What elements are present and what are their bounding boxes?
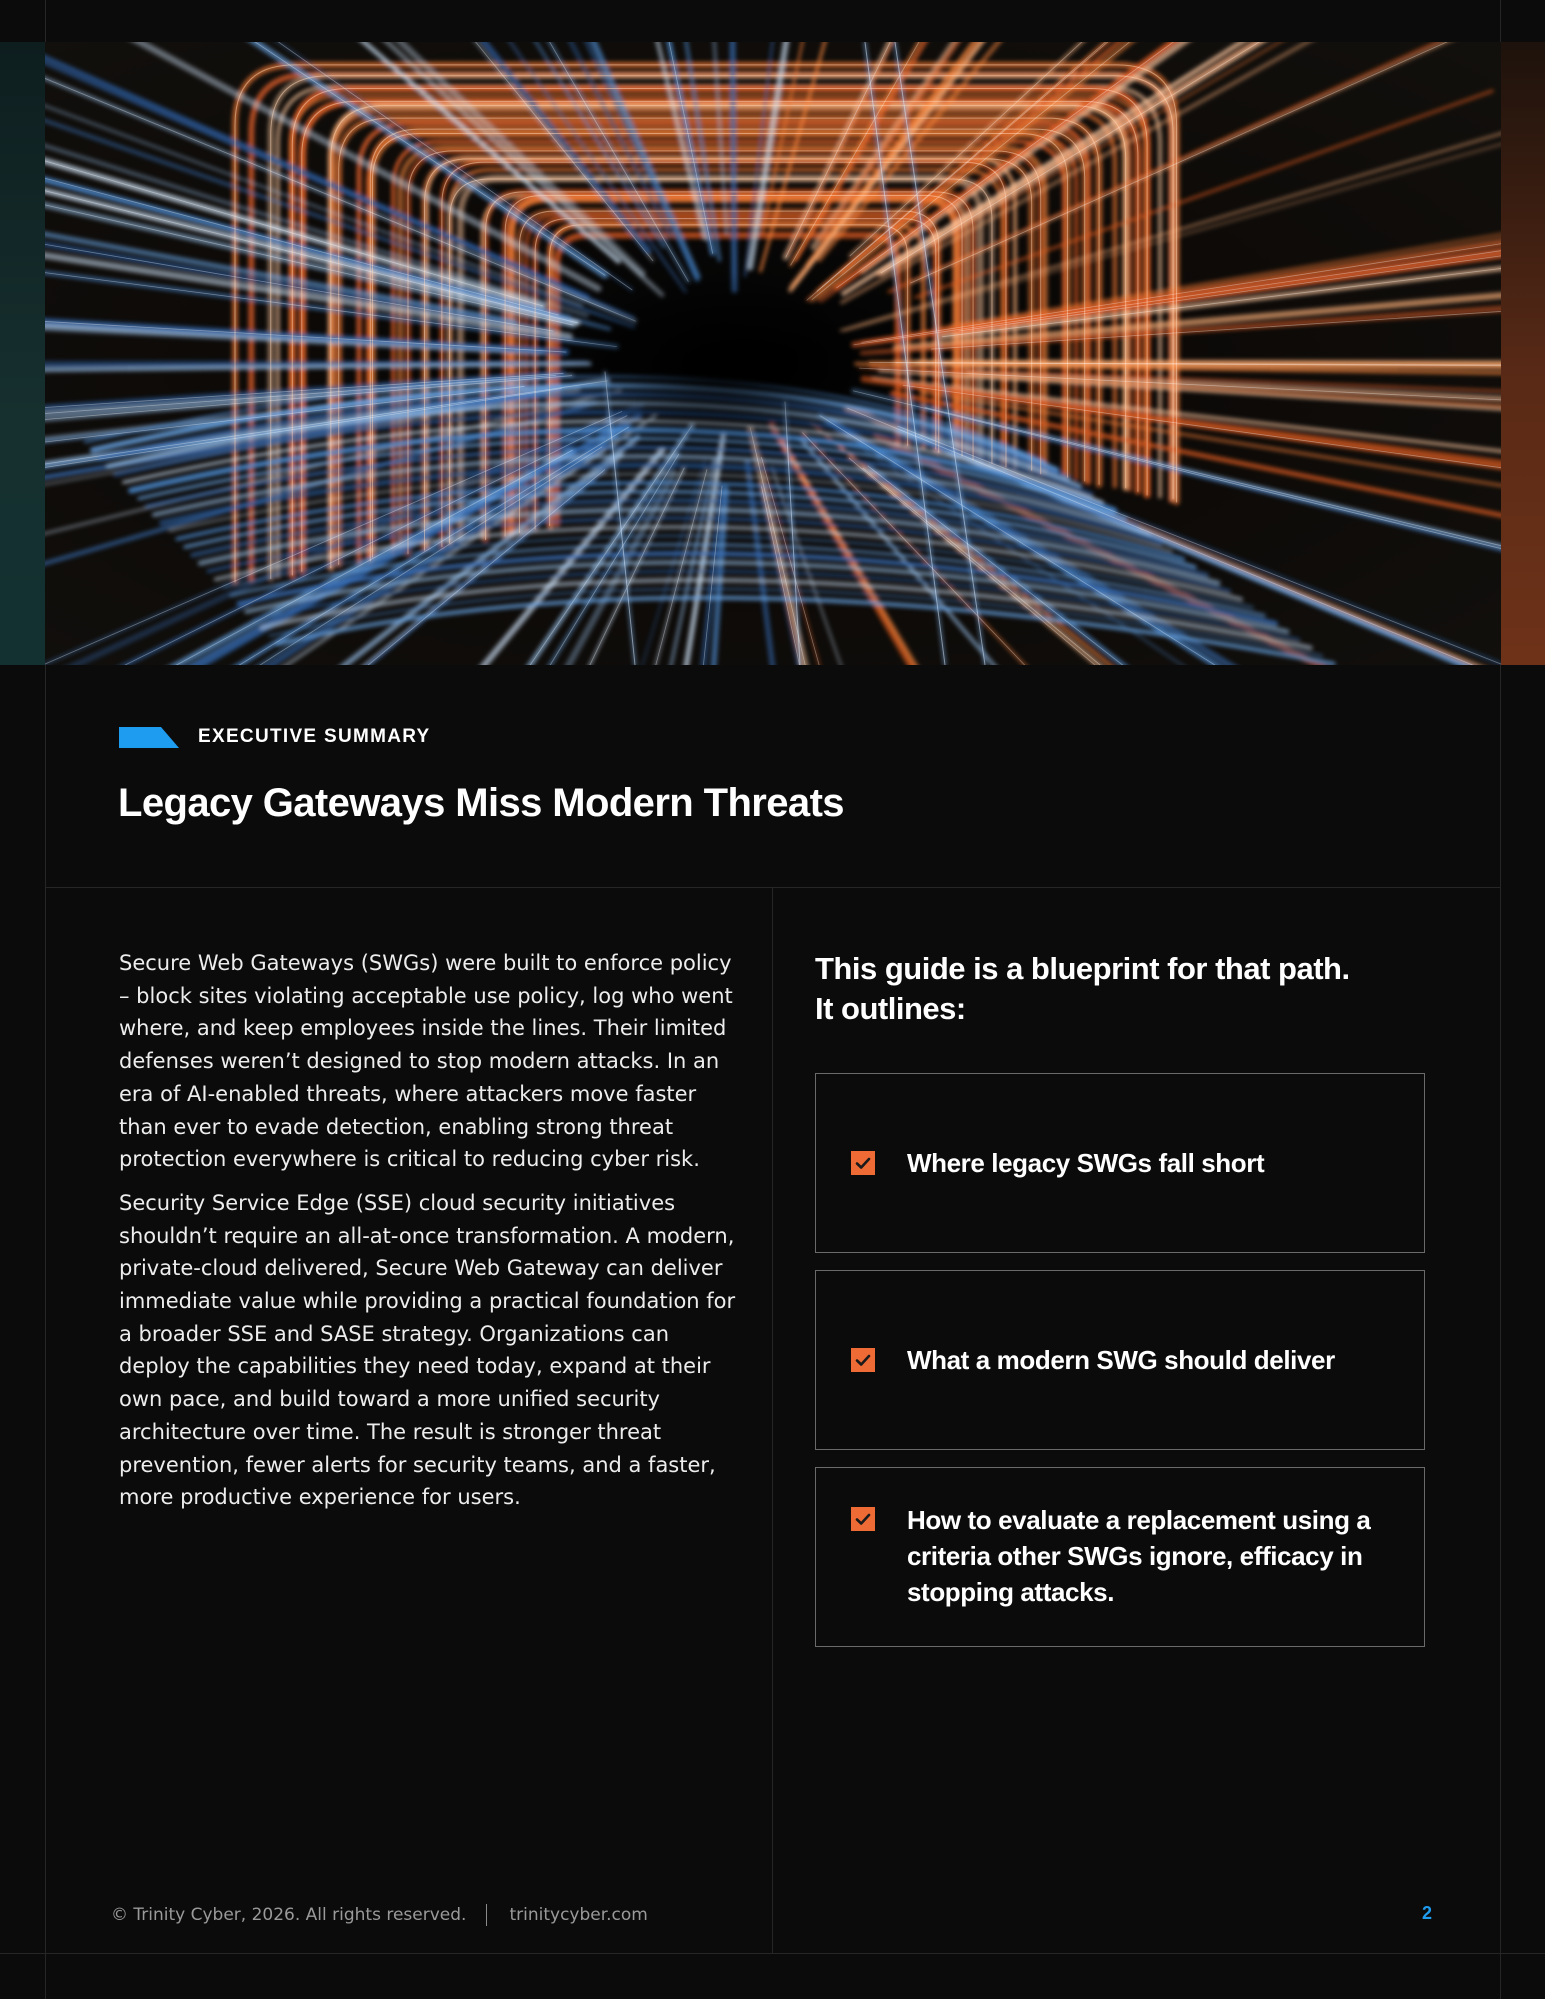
page-number: 2 — [1421, 1903, 1432, 1923]
guide-item — [815, 1270, 1425, 1450]
guide-heading-line1: This guide is a blueprint for that path. — [815, 951, 1350, 986]
guide-list — [815, 1073, 1425, 1664]
section-tag — [119, 726, 431, 748]
footer-website-link[interactable]: trinitycyber.com — [509, 1905, 648, 1925]
footer-divider — [486, 1904, 487, 1926]
hero-edge-right — [1501, 42, 1545, 665]
guide-heading-line2: It outlines: — [815, 991, 966, 1026]
body-text — [119, 947, 739, 1525]
footer — [111, 1904, 648, 1926]
guide-item-text: How to evaluate a replacement using a criteria other SWGs ignore, efficacy in stopping attacks. — [907, 1505, 1371, 1607]
section-label: EXECUTIVE SUMMARY — [198, 726, 431, 747]
guide-item-text: Where legacy SWGs fall short — [907, 1148, 1265, 1178]
guide-item — [815, 1467, 1425, 1647]
guide-item-text: What a modern SWG should deliver — [907, 1345, 1335, 1375]
checkbox-checked-icon — [851, 1348, 875, 1372]
checkbox-checked-icon — [851, 1151, 875, 1175]
guide-item — [815, 1073, 1425, 1253]
section-tag-icon — [119, 727, 179, 748]
body-paragraph: Secure Web Gateways (SWGs) were built to enforce policy – block sites violating acceptable use policy, log who went where, and keep employees inside the lines. Their limited defenses weren’t designed to stop modern attacks. In an era of AI-enabled threats, where attackers move faster than ever to evade detection, enabling strong threat protection everywhere is critical to reducing cyber risk. — [119, 951, 733, 1172]
hero-image — [0, 42, 1545, 665]
footer-copyright: © Trinity Cyber, 2026. All rights reserved. — [111, 1905, 467, 1925]
page-title: Legacy Gateways Miss Modern Threats — [118, 781, 844, 825]
hero-light-trails-image — [45, 42, 1501, 665]
checkbox-checked-icon — [851, 1507, 875, 1531]
column-divider — [772, 888, 773, 1953]
hero-edge-left — [0, 42, 45, 665]
grid-line-bottom — [0, 1953, 1545, 1954]
guide-heading — [815, 949, 1415, 1029]
body-paragraph: Security Service Edge (SSE) cloud security initiatives shouldn’t require an all-at-once transformation. A modern, private-cloud delivered, Secure Web Gateway can deliver immediate value while providing a practical foundation for a broader SSE and SASE strategy. Organizations can deploy the capabilities they need today, expand at their own pace, and build toward a more unified security architecture over time. The result is stronger threat prevention, fewer alerts for security teams, and a faster, more productive experience for users. — [119, 1190, 736, 1510]
